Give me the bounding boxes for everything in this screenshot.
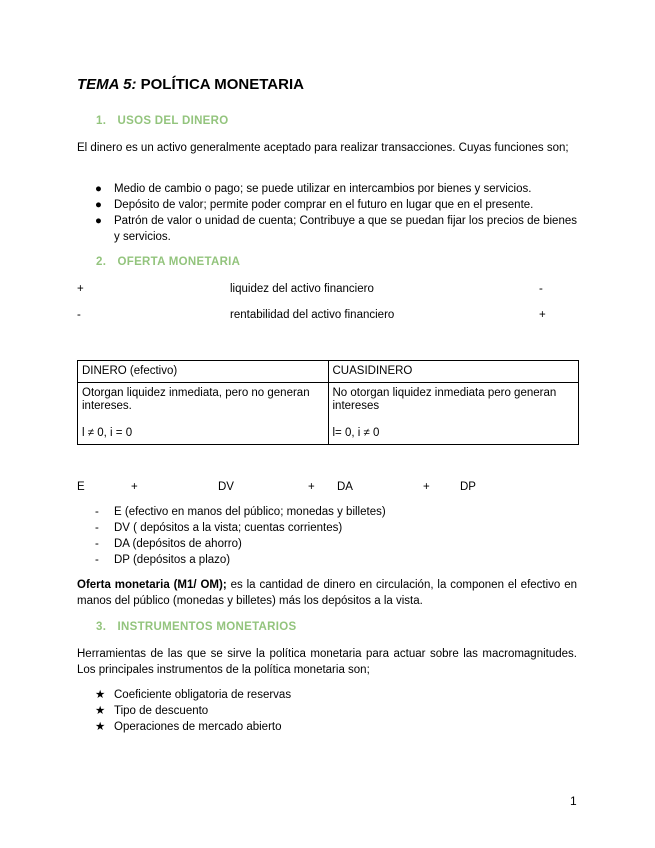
money-comparison-table [77,360,579,445]
liquidity-row [77,281,577,297]
list-item: - DV ( depósitos a la vista; cuentas corrientes) [95,522,343,534]
title-text: POLÍTICA MONETARIA [140,76,304,93]
page-number: 1 [570,794,577,808]
liquidity-label: liquidez del activo financiero [230,283,374,295]
section2-title: OFERTA MONETARIA [117,256,241,268]
table-row [78,383,579,445]
section2-heading [96,256,240,268]
star-icon: ★ [95,705,106,717]
sum-term-dv: DV [218,481,234,493]
table-cell-money [78,383,329,445]
components-list [77,504,577,568]
bullet-icon: ● [95,215,102,227]
profitability-left-sign: - [77,309,81,321]
list-item: ★ Tipo de descuento [95,705,209,717]
dash-icon: - [95,506,99,518]
page-title [77,76,304,93]
section3-title: INSTRUMENTOS MONETARIOS [117,621,297,633]
table-row [78,361,579,383]
liquidity-right-sign: - [539,283,543,295]
section1-intro: El dinero es un activo generalmente aceptado para realizar transacciones. Cuyas funciones son; [77,142,569,154]
list-item: - DA (depósitos de ahorro) [95,538,242,550]
list-item: ● Patrón de valor o unidad de cuenta; Contribuye a que se puedan fijar los precios de bienes y servicios. [95,215,577,243]
instruments-list [77,687,577,735]
profitability-right-sign: + [539,309,546,321]
list-item: ● Depósito de valor; permite poder comprar en el futuro en lugar que en el presente. [95,199,534,211]
sum-plus: + [131,481,138,493]
dash-icon: - [95,554,99,566]
dash-icon: - [95,522,99,534]
list-item: ● Medio de cambio o pago; se puede utilizar en intercambios por bienes y servicios. [95,183,532,195]
section1-number: 1. [96,115,107,127]
section3-heading [96,621,296,633]
quasi-money-description: No otorgan liquidez inmediata pero generan intereses [332,387,557,412]
quasi-money-formula: l= 0, i ≠ 0 [332,427,380,439]
liquidity-left-sign: + [77,283,84,295]
section1-title: USOS DEL DINERO [117,115,229,127]
list-item: - DP (depósitos a plazo) [95,554,231,566]
money-supply-sum [77,479,497,495]
money-description: Otorgan liquidez inmediata, pero no generan intereses. [82,387,310,412]
definition-term: Oferta monetaria (M1/ OM); [77,579,227,591]
sum-term-da: DA [337,481,353,493]
table-header-money: DINERO (efectivo) [78,361,329,383]
profitability-row [77,307,577,323]
list-item: - E (efectivo en manos del público; monedas y billetes) [95,506,386,518]
section1-heading [96,115,229,127]
section1-bullet-list [77,181,577,245]
sum-term-dp: DP [460,481,476,493]
section2-number: 2. [96,256,107,268]
star-icon: ★ [95,689,106,701]
list-item: ★ Operaciones de mercado abierto [95,721,282,733]
table-cell-quasi-money [328,383,579,445]
sum-term-e: E [77,481,85,493]
sum-plus: + [308,481,315,493]
sum-plus: + [423,481,430,493]
section3-number: 3. [96,621,107,633]
bullet-icon: ● [95,199,102,211]
money-formula: l ≠ 0, i = 0 [82,427,133,439]
bullet-icon: ● [95,183,102,195]
title-prefix: TEMA 5: [77,76,137,93]
list-item: ★ Coeficiente obligatoria de reservas [95,689,292,701]
money-supply-definition [77,577,577,609]
dash-icon: - [95,538,99,550]
table-header-quasi-money: CUASIDINERO [328,361,579,383]
profitability-label: rentabilidad del activo financiero [230,309,395,321]
section3-intro: Herramientas de las que se sirve la política monetaria para actuar sobre las macromagnitudes. Los principales instrumentos de la política monetaria son; [77,648,577,676]
star-icon: ★ [95,721,106,733]
definition-text: es la cantidad de dinero en circulación, la componen el efectivo en manos del público (monedas y billetes) más los depósitos a la vista. [77,579,577,607]
